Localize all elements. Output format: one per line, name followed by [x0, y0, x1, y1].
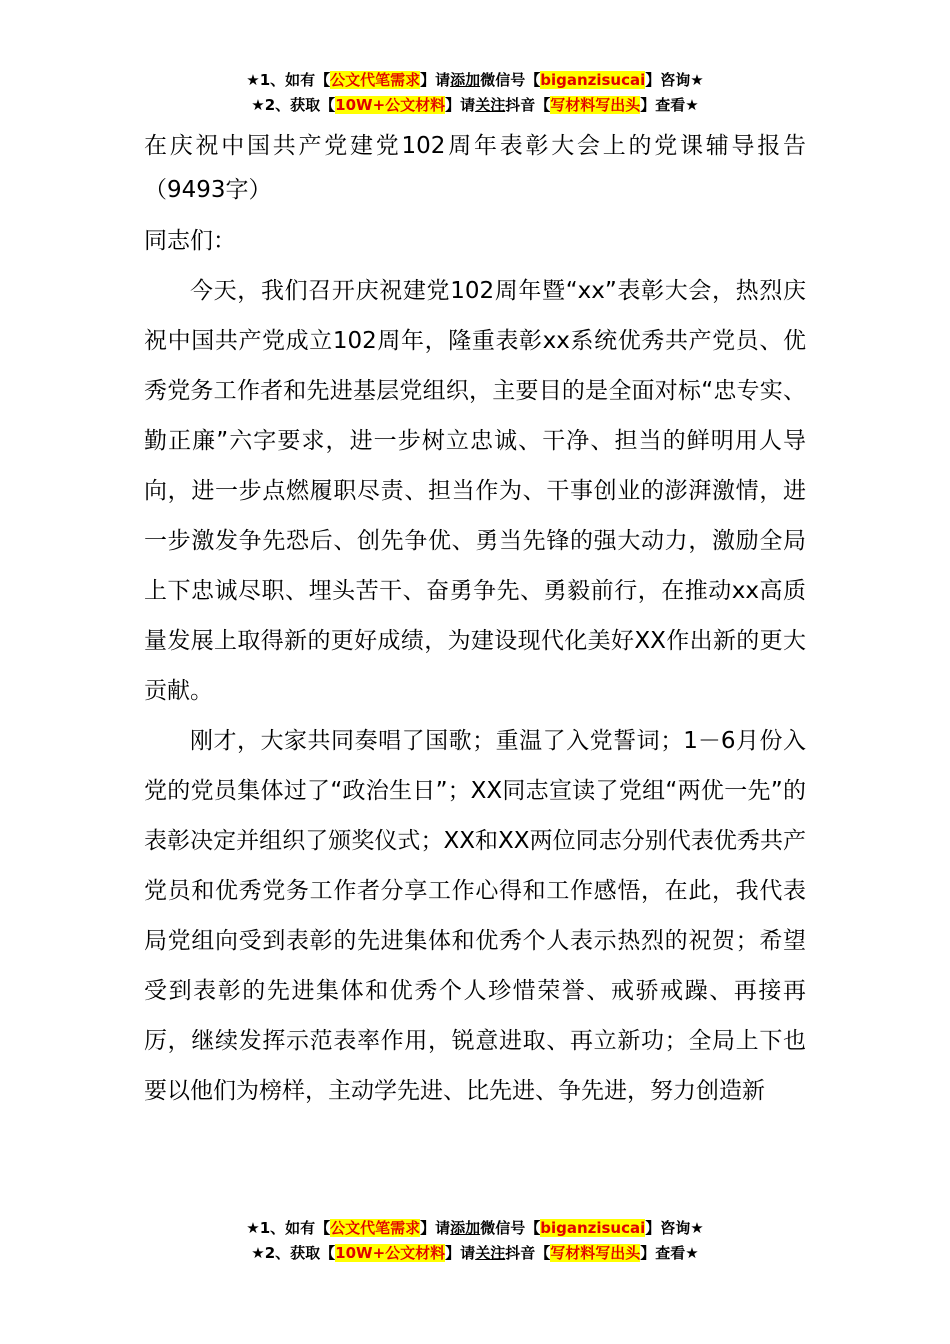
- document-body: [144, 124, 806, 1116]
- promo-line-2: ★2、获取【10W+公文材料】请关注抖音【写材料写出头】查看★: [251, 96, 699, 114]
- star-icon: ★: [246, 71, 260, 89]
- highlight-ghostwriting: 公文代笔需求: [330, 1219, 421, 1237]
- highlight-materials: 10W+公文材料: [335, 1244, 446, 1262]
- star-icon: ★: [690, 71, 704, 89]
- wechat-id[interactable]: biganzisucai: [540, 1219, 646, 1237]
- paragraph: 今天，我们召开庆祝建党102周年暨“xx”表彰大会，热烈庆祝中国共产党成立102周年，隆重表彰xx系统优秀共产党员、优秀党务工作者和先进基层党组织，主要目的是全面对标“忠专实、勤正廉”六字要求，进一步树立忠诚、干净、担当的鲜明用人导向，进一步点燃履职尽责、担当作为、干事创业的澎湃激情，进一步激发争先恐后、创先争优、勇当先锋的强大动力，激励全局上下忠诚尽职、埋头苦干、奋勇争先、勇毅前行，在推动xx高质量发展上取得新的更好成绩，为建设现代化美好XX作出新的更大贡献。: [144, 278, 806, 704]
- promo-banner-top: [0, 68, 950, 118]
- star-icon: ★: [251, 96, 265, 114]
- highlight-materials: 10W+公文材料: [335, 96, 446, 114]
- promo-line-1: ★1、如有【公文代笔需求】请添加微信号【biganzisucai】咨询★: [246, 1219, 704, 1237]
- highlight-ghostwriting: 公文代笔需求: [330, 71, 421, 89]
- document-title: 在庆祝中国共产党建党102周年表彰大会上的党课辅导报告（9493字）: [144, 133, 806, 203]
- star-icon: ★: [251, 1244, 265, 1262]
- star-icon: ★: [685, 96, 699, 114]
- star-icon: ★: [685, 1244, 699, 1262]
- promo-line-2: ★2、获取【10W+公文材料】请关注抖音【写材料写出头】查看★: [251, 1244, 699, 1262]
- star-icon: ★: [246, 1219, 260, 1237]
- promo-line-1: ★1、如有【公文代笔需求】请添加微信号【biganzisucai】咨询★: [246, 71, 704, 89]
- promo-banner-bottom: [0, 1216, 950, 1266]
- greeting: 同志们：: [144, 228, 236, 254]
- douyin-account[interactable]: 写材料写出头: [550, 1244, 641, 1262]
- wechat-id[interactable]: biganzisucai: [540, 71, 646, 89]
- douyin-account[interactable]: 写材料写出头: [550, 96, 641, 114]
- paragraph: 刚才，大家共同奏唱了国歌；重温了入党誓词；1－6月份入党的党员集体过了“政治生日”；XX同志宣读了党组“两优一先”的表彰决定并组织了颁奖仪式；XX和XX两位同志分别代表优秀共产党员和优秀党务工作者分享工作心得和工作感悟，在此，我代表局党组向受到表彰的先进集体和优秀个人表示热烈的祝贺；希望受到表彰的先进集体和优秀个人珍惜荣誉、戒骄戒躁、再接再厉，继续发挥示范表率作用，锐意进取、再立新功；全局上下也要以他们为榜样，主动学先进、比先进、争先进，努力创造新: [144, 728, 806, 1104]
- star-icon: ★: [690, 1219, 704, 1237]
